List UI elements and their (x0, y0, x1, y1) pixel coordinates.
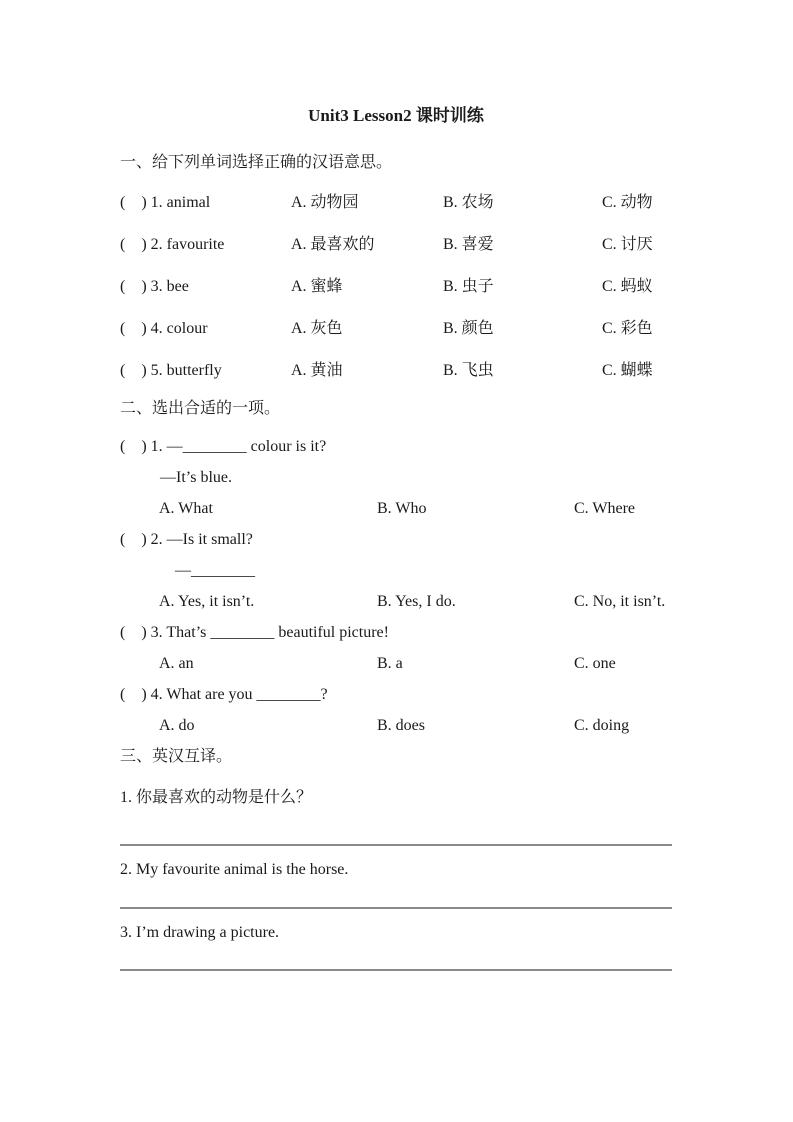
option-a: A. 灰色 (291, 320, 343, 337)
question-label: ( ) 1. animal (120, 194, 211, 211)
question-row (120, 235, 672, 255)
answer-line (120, 844, 672, 846)
option-c: C. No, it isn’t. (574, 593, 666, 610)
option-b: B. does (377, 717, 425, 734)
option-a: A. 蜜蜂 (291, 278, 343, 295)
options-row (159, 499, 672, 519)
question-label: ( ) 3. bee (120, 278, 189, 295)
option-a: A. do (159, 717, 195, 734)
option-c: C. 蝴蝶 (602, 362, 653, 379)
question-row (120, 361, 672, 381)
option-c: C. doing (574, 717, 630, 734)
option-c: C. 动物 (602, 194, 653, 211)
page-title: Unit3 Lesson2 课时训练 (308, 106, 484, 125)
option-a: A. 最喜欢的 (291, 236, 375, 253)
translation-item: 1. 你最喜欢的动物是什么？ (120, 789, 313, 806)
question-line: ( ) 2. —Is it small? (120, 531, 253, 548)
question-line: ( ) 4. What are you ________? (120, 686, 328, 703)
option-c: C. 蚂蚁 (602, 278, 653, 295)
reply-line: —________ (175, 562, 255, 579)
question-label: ( ) 4. colour (120, 320, 208, 337)
options-row (159, 716, 672, 736)
option-a: A. What (159, 500, 213, 517)
option-c: C. Where (574, 500, 636, 517)
options-row (159, 592, 672, 612)
question-line: ( ) 3. That’s ________ beautiful picture! (120, 624, 389, 641)
translation-item: 3. I’m drawing a picture. (120, 924, 280, 941)
translation-item: 2. My favourite animal is the horse. (120, 861, 349, 878)
option-c: C. 彩色 (602, 320, 653, 337)
question-label: ( ) 2. favourite (120, 236, 225, 253)
question-row (120, 193, 672, 213)
option-b: B. Who (377, 500, 427, 517)
question-label: ( ) 5. butterfly (120, 362, 222, 379)
option-a: A. 动物园 (291, 194, 359, 211)
section2-heading: 二、选出合适的一项。 (120, 400, 281, 417)
option-c: C. 讨厌 (602, 236, 653, 253)
option-b: B. 农场 (443, 194, 494, 211)
option-a: A. Yes, it isn’t. (159, 593, 255, 610)
option-b: B. 虫子 (443, 278, 494, 295)
option-a: A. 黄油 (291, 362, 343, 379)
question-row (120, 277, 672, 297)
reply-line: —It’s blue. (160, 469, 232, 486)
option-b: B. Yes, I do. (377, 593, 456, 610)
question-line: ( ) 1. —________ colour is it? (120, 438, 327, 455)
option-a: A. an (159, 655, 194, 672)
option-b: B. 颜色 (443, 320, 494, 337)
option-b: B. a (377, 655, 403, 672)
answer-line (120, 969, 672, 971)
option-b: B. 飞虫 (443, 362, 494, 379)
options-row (159, 654, 672, 674)
answer-line (120, 907, 672, 909)
option-c: C. one (574, 655, 616, 672)
section1-heading: 一、给下列单词选择正确的汉语意思。 (120, 154, 393, 171)
option-b: B. 喜爱 (443, 236, 494, 253)
question-row (120, 319, 672, 339)
section3-heading: 三、英汉互译。 (120, 748, 233, 765)
